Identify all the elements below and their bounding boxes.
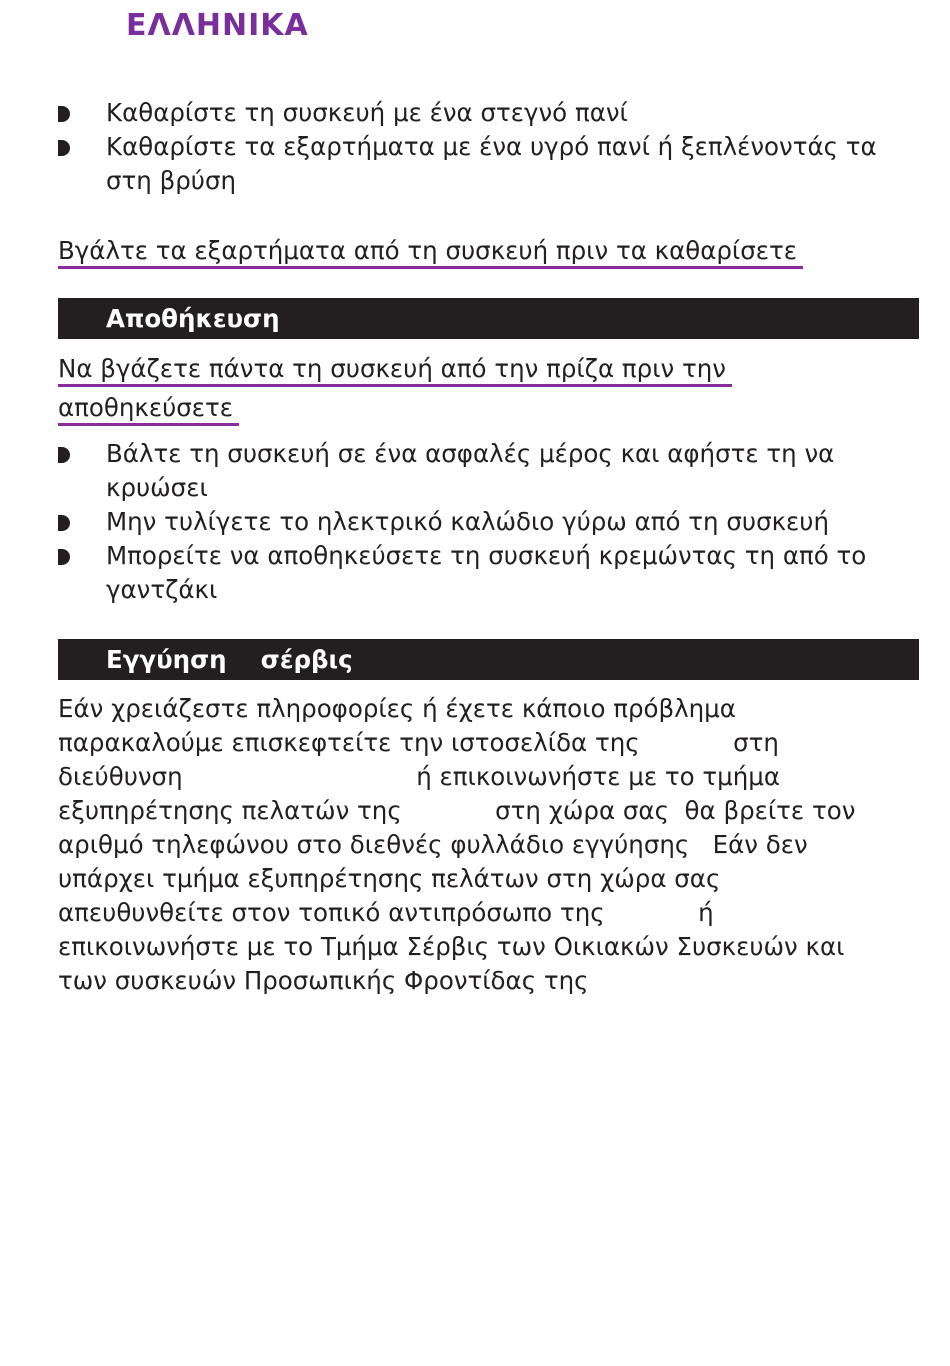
paragraph-line: Εάν χρειάζεστε πληροφορίες ή έχετε κάποιο πρόβλημα (58, 694, 736, 723)
bullet-icon (58, 106, 70, 122)
warning-text: Βγάλτε τα εξαρτήματα από τη συσκευή πριν τα καθαρίσετε (58, 236, 803, 269)
language-title: ΕΛΛΗΝΙΚΑ (126, 8, 309, 43)
bullet-text: Μην τυλίγετε το ηλεκτρικό καλώδιο γύρω από τη συσκευή (106, 507, 829, 536)
bullet-icon (58, 515, 70, 531)
bullet-text: Βάλτε τη συσκευή σε ένα ασφαλές μέρος και αφήστε τη να (106, 439, 835, 468)
bullet-text: γαντζάκι (106, 575, 218, 604)
paragraph-line: των συσκευών Προσωπικής Φροντίδας της (58, 966, 589, 995)
bullet-text: Μπορείτε να αποθηκεύσετε τη συσκευή κρεμώντας τη από το (106, 541, 867, 570)
paragraph-line: αριθμό τηλεφώνου στο διεθνές φυλλάδιο εγγύησης Εάν δεν (58, 830, 808, 859)
paragraph-line: απευθυνθείτε στον τοπικό αντιπρόσωπο της ή (58, 898, 714, 927)
bullet-icon (58, 140, 70, 156)
warning-text: αποθηκεύσετε (58, 393, 239, 426)
bullet-text: κρυώσει (106, 473, 208, 502)
cleaning-bullet-list (58, 96, 938, 198)
list-item (58, 437, 938, 505)
section-heading-warranty (58, 639, 919, 680)
section-heading-text: Αποθήκευση (106, 304, 280, 333)
list-item (58, 505, 938, 539)
bullet-text: Καθαρίστε τη συσκευή με ένα στεγνό πανί (106, 98, 628, 127)
section-heading-text: Εγγύηση σέρβις (106, 645, 353, 674)
bullet-text: Καθαρίστε τα εξαρτήματα με ένα υγρό πανί ή ξεπλένοντάς τα (106, 132, 877, 161)
storage-bullet-list (58, 437, 938, 607)
bullet-icon (58, 549, 70, 565)
paragraph-line: διεύθυνση ή επικοινωνήστε με το τμήμα (58, 762, 781, 791)
warranty-paragraph (58, 692, 928, 998)
warning-text: Να βγάζετε πάντα τη συσκευή από την πρίζα πριν την (58, 354, 732, 387)
list-item (58, 96, 938, 130)
bullet-icon (58, 447, 70, 463)
list-item (58, 130, 938, 198)
list-item (58, 539, 938, 607)
paragraph-line: εξυπηρέτησης πελατών της στη χώρα σας θα βρείτε τον (58, 796, 856, 825)
cleaning-warning (58, 234, 803, 273)
paragraph-line: υπάρχει τμήμα εξυπηρέτησης πελάτων στη χώρα σας (58, 864, 721, 893)
bullet-text: στη βρύση (106, 166, 237, 195)
storage-warning (58, 352, 732, 430)
section-heading-storage (58, 298, 919, 339)
paragraph-line: παρακαλούμε επισκεφτείτε την ιστοσελίδα της στη (58, 728, 779, 757)
paragraph-line: επικοινωνήστε με το Τμήμα Σέρβις των Οικιακών Συσκευών και (58, 932, 845, 961)
